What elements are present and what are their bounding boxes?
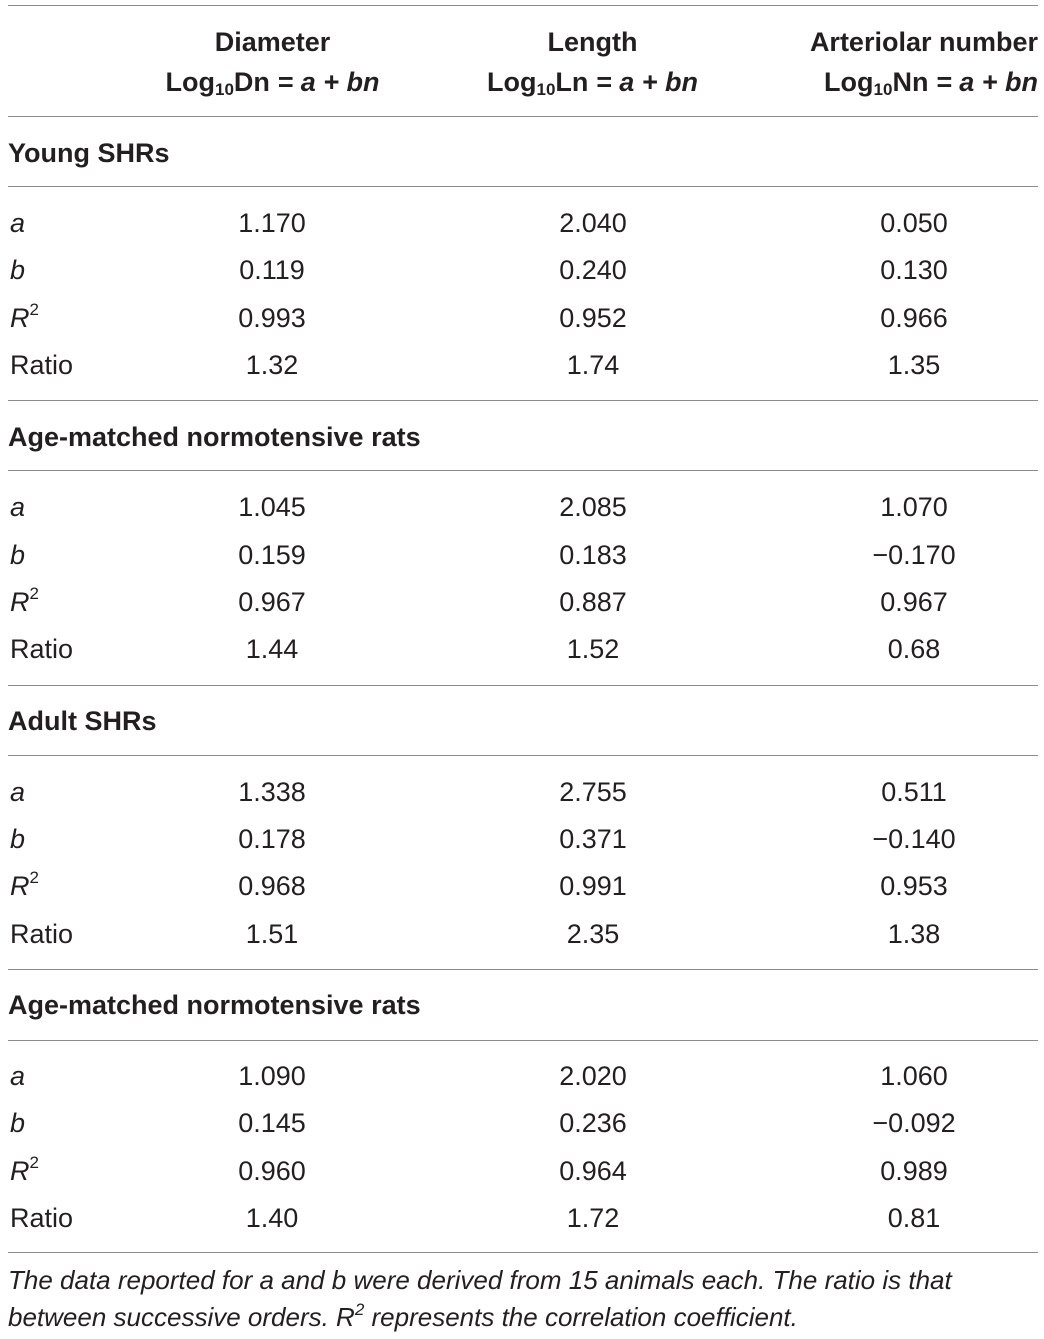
top-rule bbox=[8, 5, 1038, 6]
row-label: a bbox=[10, 777, 26, 807]
length-value: 1.52 bbox=[566, 634, 620, 664]
length-value: 0.183 bbox=[559, 540, 627, 570]
row-label: Ratio bbox=[10, 634, 74, 664]
length-value: 1.72 bbox=[566, 1203, 620, 1233]
row-label: a bbox=[10, 1061, 26, 1091]
arteriolar-number-value: 0.81 bbox=[887, 1203, 941, 1233]
table-row bbox=[0, 819, 1044, 859]
length-value: 0.991 bbox=[559, 871, 627, 901]
table-row bbox=[0, 582, 1044, 622]
table-row bbox=[0, 1151, 1044, 1191]
table-row bbox=[0, 866, 1044, 906]
column-header-length bbox=[470, 22, 715, 102]
length-value: 0.964 bbox=[559, 1156, 627, 1186]
table-row bbox=[0, 629, 1044, 669]
length-value: 2.35 bbox=[566, 919, 620, 949]
arteriolar-number-value: 1.070 bbox=[880, 492, 948, 522]
diameter-value: 1.090 bbox=[238, 1061, 306, 1091]
diameter-value: 1.44 bbox=[245, 634, 299, 664]
arteriolar-number-value: −0.140 bbox=[872, 824, 956, 854]
arteriolar-number-value: 0.68 bbox=[887, 634, 941, 664]
length-value: 0.887 bbox=[559, 587, 627, 617]
arteriolar-number-value: 0.989 bbox=[880, 1156, 948, 1186]
arteriolar-number-value: 1.35 bbox=[887, 350, 941, 380]
column-header-diameter bbox=[150, 22, 395, 102]
arteriolar-number-value: 0.130 bbox=[880, 255, 948, 285]
arteriolar-number-value: −0.170 bbox=[872, 540, 956, 570]
arteriolar-number-value: 0.050 bbox=[880, 208, 948, 238]
length-value: 0.371 bbox=[559, 824, 627, 854]
diameter-value: 0.119 bbox=[239, 255, 305, 285]
column-header-equation: Log$_{10}$Dn = a + bn bbox=[165, 67, 380, 99]
length-value: 2.020 bbox=[559, 1061, 627, 1091]
bottom-rule bbox=[8, 1252, 1038, 1253]
diameter-value: 0.178 bbox=[238, 824, 306, 854]
table-row bbox=[0, 772, 1044, 812]
row-label: a bbox=[10, 208, 26, 238]
diameter-value: 1.045 bbox=[238, 492, 306, 522]
arteriolar-number-value: −0.092 bbox=[872, 1108, 956, 1138]
group-title: Age-matched normotensive rats bbox=[8, 990, 421, 1020]
diameter-value: 1.32 bbox=[245, 350, 299, 380]
table-row bbox=[0, 1198, 1044, 1238]
diameter-value: 0.967 bbox=[238, 587, 306, 617]
row-label: Ratio bbox=[10, 919, 74, 949]
length-value: 0.240 bbox=[559, 255, 627, 285]
table-row bbox=[0, 203, 1044, 243]
row-label: b bbox=[10, 540, 26, 570]
group-rule bbox=[8, 470, 1038, 471]
table-row bbox=[0, 298, 1044, 338]
arteriolar-number-value: 0.953 bbox=[880, 871, 948, 901]
column-header-arteriolar-number bbox=[786, 22, 1038, 102]
table-row bbox=[0, 250, 1044, 290]
group-rule bbox=[8, 1040, 1038, 1041]
diameter-value: 0.159 bbox=[238, 540, 306, 570]
row-label: $R^2$ bbox=[10, 1153, 39, 1186]
group-title: Adult SHRs bbox=[8, 706, 157, 736]
table-row bbox=[0, 1056, 1044, 1096]
length-value: 2.085 bbox=[559, 492, 627, 522]
row-label: Ratio bbox=[10, 1203, 74, 1233]
diameter-value: 0.145 bbox=[238, 1108, 306, 1138]
group-title: Young SHRs bbox=[8, 138, 170, 168]
length-value: 2.040 bbox=[559, 208, 627, 238]
table-row bbox=[0, 1103, 1044, 1143]
length-value: 1.74 bbox=[566, 350, 620, 380]
arteriolar-number-value: 0.967 bbox=[880, 587, 948, 617]
arteriolar-number-value: 1.060 bbox=[880, 1061, 948, 1091]
row-label: Ratio bbox=[10, 350, 74, 380]
table-row bbox=[0, 914, 1044, 954]
group-rule bbox=[8, 755, 1038, 756]
diameter-value: 1.40 bbox=[245, 1203, 299, 1233]
table-footnote: The data reported for a and b were derived from 15 animals each. The ratio is that between successive orders. $R^2$ represents the correlation coefficient. bbox=[8, 1265, 952, 1332]
table-row bbox=[0, 487, 1044, 527]
row-label: $R^2$ bbox=[10, 300, 39, 333]
column-header-title: Length bbox=[547, 27, 638, 57]
group-title: Age-matched normotensive rats bbox=[8, 422, 421, 452]
group-divider bbox=[8, 400, 1038, 401]
group-divider bbox=[8, 969, 1038, 970]
diameter-value: 1.338 bbox=[238, 777, 306, 807]
row-label: b bbox=[10, 1108, 26, 1138]
length-value: 2.755 bbox=[559, 777, 627, 807]
table-row bbox=[0, 535, 1044, 575]
header-rule bbox=[8, 116, 1038, 117]
table-row bbox=[0, 345, 1044, 385]
group-rule bbox=[8, 186, 1038, 187]
column-header-title: Diameter bbox=[214, 27, 331, 57]
arteriolar-number-value: 1.38 bbox=[887, 919, 941, 949]
diameter-value: 1.170 bbox=[238, 208, 306, 238]
column-header-equation: Log$_{10}$Nn = a + bn bbox=[824, 67, 1038, 99]
length-value: 0.952 bbox=[559, 303, 627, 333]
column-header-equation: Log$_{10}$Ln = a + bn bbox=[487, 67, 698, 99]
diameter-value: 0.968 bbox=[238, 871, 306, 901]
row-label: $R^2$ bbox=[10, 868, 39, 901]
arteriolar-number-value: 0.966 bbox=[880, 303, 948, 333]
row-label: b bbox=[10, 255, 26, 285]
row-label: b bbox=[10, 824, 26, 854]
diameter-value: 0.993 bbox=[238, 303, 306, 333]
row-label: $R^2$ bbox=[10, 584, 39, 617]
diameter-value: 1.51 bbox=[245, 919, 299, 949]
group-divider bbox=[8, 685, 1038, 686]
diameter-value: 0.960 bbox=[238, 1156, 306, 1186]
row-label: a bbox=[10, 492, 26, 522]
length-value: 0.236 bbox=[559, 1108, 627, 1138]
arteriolar-number-value: 0.511 bbox=[881, 777, 947, 807]
column-header-title: Arteriolar number bbox=[809, 27, 1038, 57]
